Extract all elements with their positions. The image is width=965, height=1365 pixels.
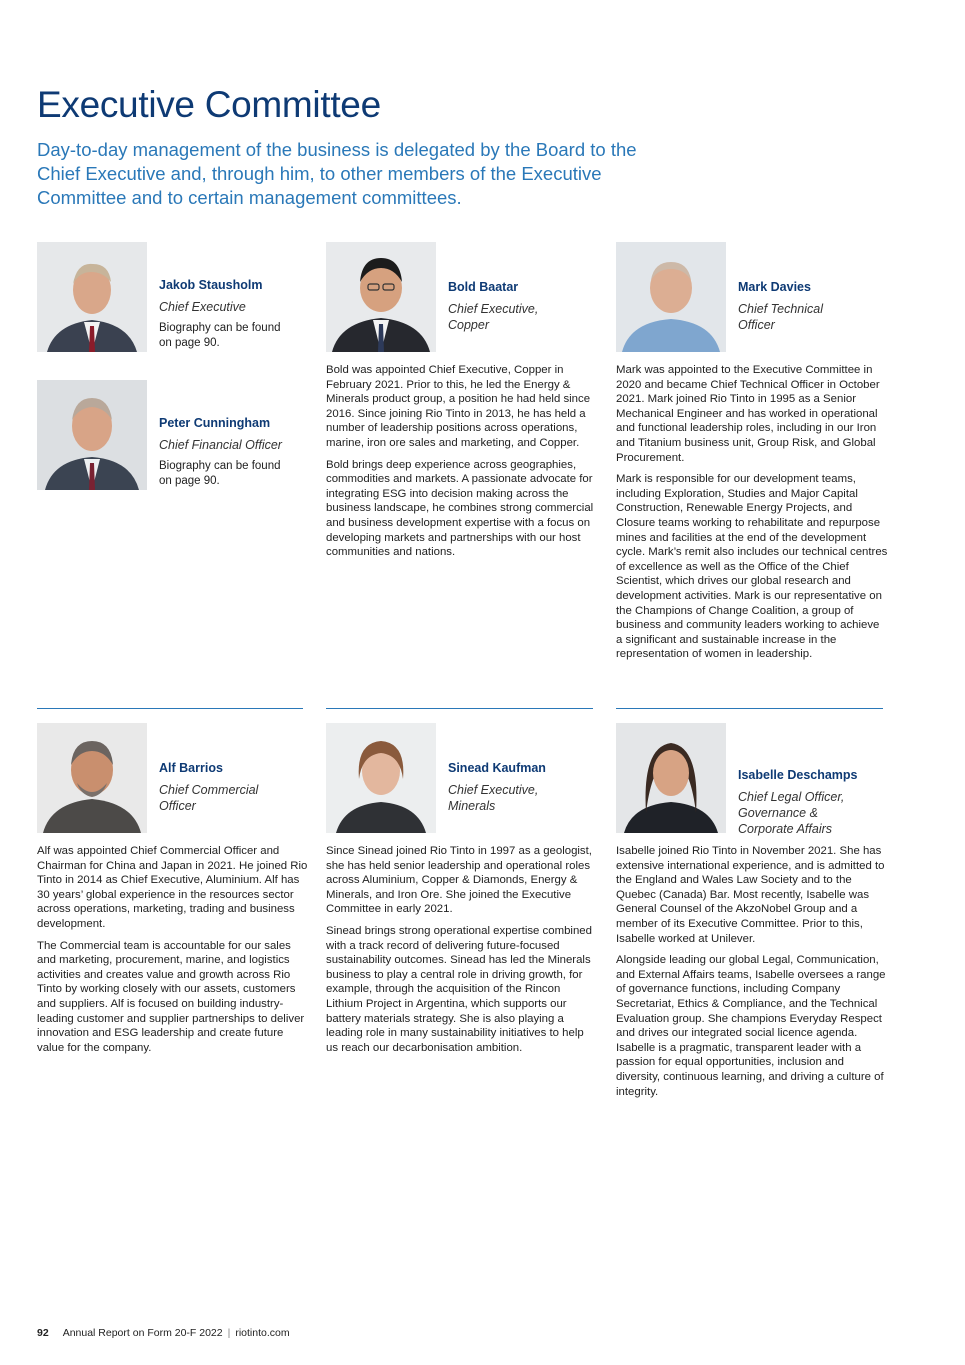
member-info — [448, 760, 598, 820]
section-divider — [616, 708, 883, 709]
bio-paragraph: Alongside leading our global Legal, Communication, and External Affairs teams, Isabelle oversees a range of governance functions, including Company Secretariat, Ethics & Compliance, and the Technical Evaluation group. She champions Everyday Respect and drives our integrated social licence agenda. Isabelle is a pragmatic, transparent leader with a passion for equal opportunities, inclusion and diversity, continuous learning, and driving a culture of integrity. — [616, 954, 886, 1098]
member-info — [159, 277, 309, 351]
website-link[interactable]: riotinto.com — [235, 1327, 290, 1339]
section-divider — [37, 708, 303, 709]
member-role: Chief Executive — [159, 300, 246, 314]
member-biography — [326, 844, 598, 1062]
member-name: Jakob Stausholm — [159, 278, 263, 292]
member-name: Bold Baatar — [448, 280, 519, 294]
member-name: Peter Cunningham — [159, 416, 271, 430]
bio-paragraph: Alf was appointed Chief Commercial Officer and Chairman for China and Japan in 2021. He joined Rio Tinto in 2014 as Chief Executive, Aluminium. Alf has 30 years’ global experience in the resources sector across operations, marketing, trading and business development. — [37, 845, 308, 930]
bio-paragraph: Mark is responsible for our development teams, including Exploration, Studies and Major Capital Construction, Renewable Energy Projects, and Closure teams working to rehabilitate and repurpose mines and facilities at the end of the development cycle. Mark’s remit also includes our technical centres of excellence as well as the Office of the Chief Scientist, which drives our global research and development activities. Mark is our representative on the Champions of Change Coalition, a group of business and community leaders working to achieve a significant and sustainable increase in the representation of women in leadership. — [616, 473, 888, 661]
bio-paragraph: Since Sinead joined Rio Tinto in 1997 as a geologist, she has held senior leadership and operational roles across Aluminium, Copper & Diamonds, Energy & Minerals, and Iron Ore. She joined the Executive Committee in early 2021. — [326, 845, 592, 916]
member-photo — [616, 723, 726, 833]
member-biography — [616, 844, 888, 1106]
member-role: Chief Financial Officer — [159, 438, 282, 452]
member-photo — [37, 380, 147, 490]
member-info — [738, 279, 888, 339]
member-name: Sinead Kaufman — [448, 761, 546, 775]
page-number: 92 — [37, 1327, 49, 1339]
member-name: Mark Davies — [738, 280, 811, 294]
biography-reference: Biography can be found on page 90. — [159, 460, 281, 487]
footer-separator: | — [227, 1327, 231, 1339]
bio-paragraph: Isabelle joined Rio Tinto in November 2021. She has extensive international experience, and is admitted to the England and Wales Law Society and to the Quebec (Canada) Bar. Most recently, Isabelle was General Counsel of the AkzoNobel Group and a member of its Executive Committee. Prior to this, Isabelle worked at Unilever. — [616, 845, 885, 945]
member-role: Chief Legal Officer, Governance & Corporate Affairs — [738, 790, 845, 836]
bio-paragraph: Mark was appointed to the Executive Committee in 2020 and became Chief Technical Officer in October 2021. Mark joined Rio Tinto in 1995 as a Senior Mechanical Engineer and has worked in operational and functional leadership roles, including in our Iron and Titanium business unit, Group Risk, and Global Procurement. — [616, 364, 880, 464]
section-divider — [326, 708, 593, 709]
member-name: Alf Barrios — [159, 761, 223, 775]
page-footer — [37, 1327, 290, 1339]
biography-reference: Biography can be found on page 90. — [159, 322, 281, 349]
member-photo — [37, 242, 147, 352]
member-role: Chief Executive, Minerals — [448, 783, 539, 813]
member-info — [159, 760, 309, 820]
member-photo — [37, 723, 147, 833]
member-biography — [326, 363, 598, 567]
member-photo — [616, 242, 726, 352]
member-role: Chief Executive, Copper — [448, 302, 539, 332]
member-info — [159, 415, 309, 489]
member-photo — [326, 723, 436, 833]
member-biography — [616, 363, 888, 669]
member-role: Chief Technical Officer — [738, 302, 824, 332]
intro-paragraph: Day-to-day management of the business is delegated by the Board to the Chief Executive and, through him, to other members of the Executive Committee and to certain management committees. — [37, 139, 637, 208]
member-biography — [37, 844, 309, 1062]
bio-paragraph: The Commercial team is accountable for our sales and marketing, procurement, marine, and logistics activities and creates value and growth across Rio Tinto by working closely with our assets, customers and suppliers. Alf is focused on building industry-leading customer and supplier partnerships to deliver innovation and ESG leadership and create future value for the company. — [37, 939, 305, 1054]
member-info — [738, 767, 888, 843]
report-title: Annual Report on Form 20-F 2022 — [62, 1327, 223, 1339]
page-title: Executive Committee — [37, 84, 381, 125]
member-role: Chief Commercial Officer — [159, 783, 259, 813]
bio-paragraph: Sinead brings strong operational expertise combined with a track record of delivering future-focused sustainability outcomes. Sinead has led the Minerals business to play a central role in driving growth, for example, through the acquisition of the Rincon Lithium Project in Argentina, which supports our battery materials strategy. She is also playing a leading role in many sustainability initiatives to help us reach our decarbonisation ambition. — [326, 924, 592, 1054]
bio-paragraph: Bold was appointed Chief Executive, Copper in February 2021. Prior to this, he led the Energy & Minerals product group, a position he had held since 2016. Since joining Rio Tinto in 2013, he has held a number of leadership positions across operations, marine, iron ore sales and marketing, and Copper. — [326, 364, 591, 449]
member-info — [448, 279, 598, 339]
member-name: Isabelle Deschamps — [738, 768, 858, 782]
member-photo — [326, 242, 436, 352]
bio-paragraph: Bold brings deep experience across geographies, commodities and markets. A passionate advocate for integrating ESG into decision making across the business landscape, he combines strong commercial and business development expertise with a focus on developing markets and partnerships with our host communities and nations. — [326, 458, 594, 559]
